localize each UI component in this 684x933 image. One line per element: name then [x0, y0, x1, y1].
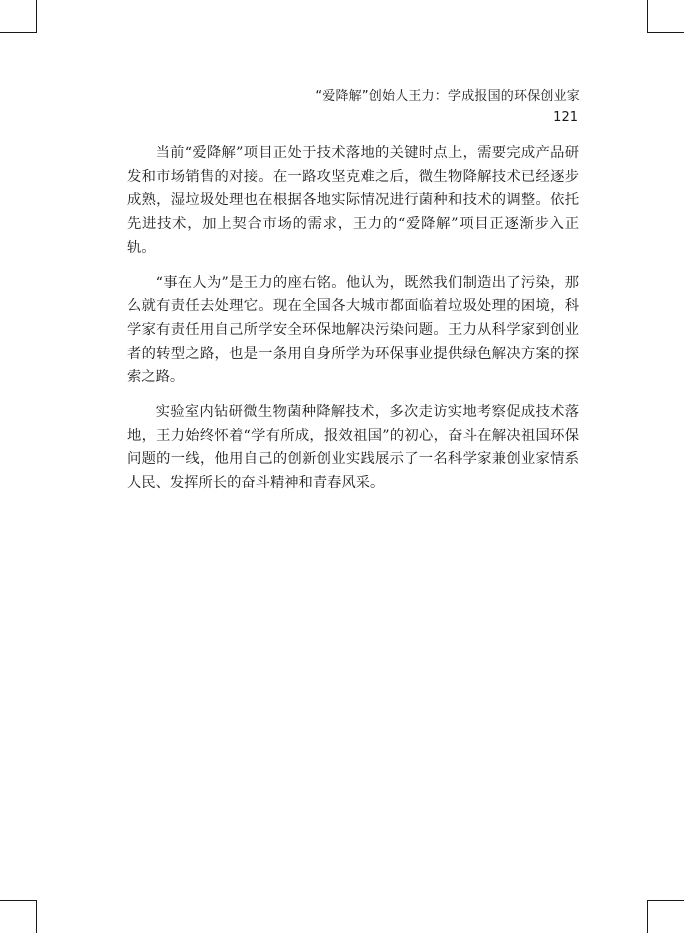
crop-mark-top-right [647, 0, 684, 33]
body-text [127, 142, 579, 507]
paragraph-1: 当前“爱降解”项目正处于技术落地的关键时点上，需要完成产品研发和市场销售的对接。在一路攻坚克难之后，微生物降解技术已经逐步成熟，湿垃圾处理也在根据各地实际情况进行菌种和技术的调整。依托先进技术，加上契合市场的需求，王力的“爱降解”项目正逐渐步入正轨。 [127, 145, 579, 256]
crop-mark-bottom-left [0, 900, 37, 933]
crop-mark-top-left [0, 0, 37, 33]
crop-mark-bottom-right [647, 900, 684, 933]
page-number: 121 [553, 110, 578, 125]
paragraph-3: 实验室内钻研微生物菌种降解技术，多次走访实地考察促成技术落地，王力始终怀着“学有所成，报效祖国”的初心，奋斗在解决祖国环保问题的一线，他用自己的创新创业实践展示了一名科学家兼创业家情系人民、发挥所长的奋斗精神和青春风采。 [127, 404, 579, 492]
running-header: “爱降解”创始人王力：学成报国的环保创业家 [315, 89, 580, 104]
paragraph-2: “事在人为”是王力的座右铭。他认为，既然我们制造出了污染，那么就有责任去处理它。现在全国各大城市都面临着垃圾处理的困境，科学家有责任用自己所学安全环保地解决污染问题。王力从科学家到创业者的转型之路，也是一条用自身所学为环保事业提供绿色解决方案的探索之路。 [127, 274, 579, 386]
